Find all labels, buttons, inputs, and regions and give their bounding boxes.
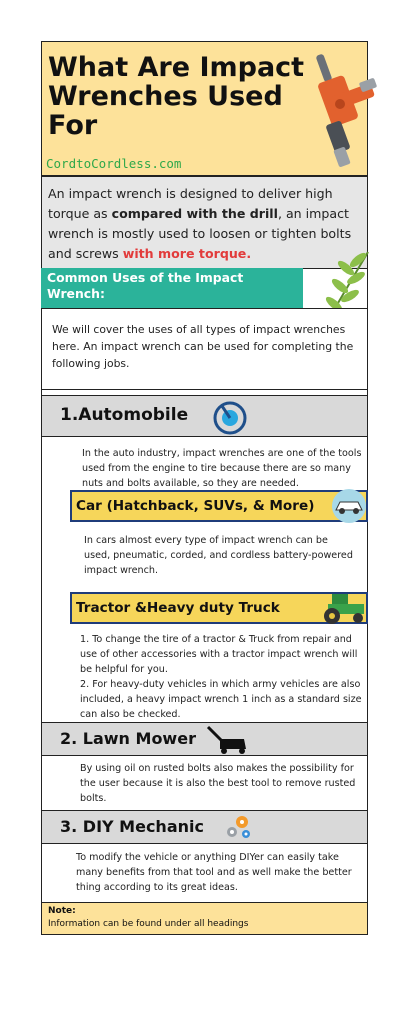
site-link[interactable]: CordtoCordless.com [46, 156, 182, 171]
car-icon [328, 488, 370, 524]
tractor-heading: Tractor &Heavy duty Truck [76, 600, 280, 616]
impact-wrench-illustration [300, 52, 380, 170]
tractor-text-2: 2. For heavy-duty vehicles in which army vehicles are also included, a heavy impact wrench 1 inch as a standard size can also be checked. [80, 679, 362, 720]
car-text: In cars almost every type of impact wrench can be used, pneumatic, corded, and cordless battery-powered impact wrench. [84, 535, 353, 576]
tractor-icon [318, 588, 370, 626]
automobile-heading: 1.Automobile [60, 405, 189, 425]
tractor-text-1: 1. To change the tire of a tractor & Truck from repair and use of other accessories with a tractor impact wrench will be helpful for you. [80, 634, 358, 675]
divider [367, 624, 368, 722]
gauge-icon [208, 398, 252, 436]
intro-bold: compared with the drill [111, 206, 278, 221]
intro-red: with more torque. [122, 246, 252, 261]
intro-part2: , an impact wrench is mostly used to loosen or tighten bolts and screws [48, 206, 352, 261]
common-uses-heading: Common Uses of the Impact Wrench: [47, 270, 244, 301]
note-text: Information can be found under all headings [48, 919, 249, 929]
note-label: Note: [48, 906, 76, 916]
automobile-text: In the auto industry, impact wrenches are one of the tools used from the engine to tire because there are so many nuts and bolts available, so they are needed. [82, 448, 362, 489]
gears-icon [222, 812, 254, 842]
diy-heading: 3. DIY Mechanic [60, 817, 204, 836]
lawn-heading: 2. Lawn Mower [60, 729, 196, 748]
diy-text: To modify the vehicle or anything DIYer can easily take many benefits from that tool and as well make the better thing according to its great ideas. [76, 852, 352, 893]
intro-part1: An impact wrench is designed to deliver high torque as [48, 186, 333, 221]
car-heading: Car (Hatchback, SUVs, & More) [76, 498, 315, 514]
common-uses-text: We will cover the uses of all types of impact wrenches here. An impact wrench can be used for completing the following jobs. [52, 323, 354, 370]
divider [367, 437, 368, 483]
page-title: What Are Impact Wrenches Used For [48, 52, 305, 141]
lawn-text: By using oil on rusted bolts also makes the possibility for the user because it is also the best tool to remove rusted bolts. [80, 763, 356, 804]
lawn-mower-icon [206, 725, 250, 755]
